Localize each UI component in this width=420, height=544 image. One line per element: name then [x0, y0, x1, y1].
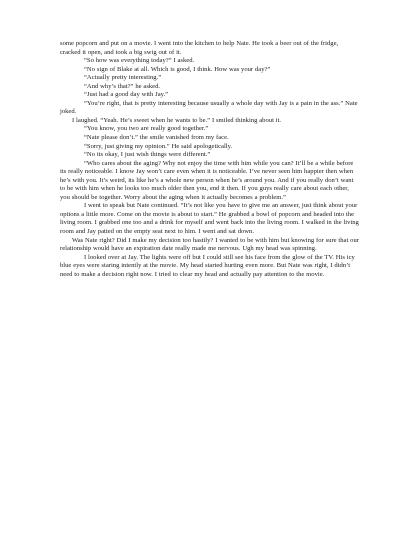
paragraph: I looked over at Jay. The lights were off but I could still see his face from the glow of the TV. His icy blue eyes were staring intently at the movie. My head started hurting even more. But Nate was right, I didn’t need to make a decision right now. I tried to clear my head and actually pay attention to the movie.: [60, 253, 355, 278]
paragraph: “Actually pretty interesting.”: [84, 74, 162, 82]
paragraph: “Sorry, just giving my opinion.” He said apologetically.: [84, 142, 233, 150]
paragraph: “No its okay, I just wish things were different.”: [84, 151, 211, 159]
paragraph: some popcorn and put on a movie. I went into the kitchen to help Nate. He took a beer out of the fridge, cracked it open, and took a big swig out of it.: [60, 40, 339, 56]
paragraph: I went to speak but Nate continued. “It’s not like you have to give me an answer, just think about your options a little more. Come on the movie is about to start.” He grabbed a bowl of popcorn and headed into the living room. I grabbed one too and a drink for myself and went back into the living room. I walked in the living room and Jay patted on the empty seat next to him. I went and sat down.: [60, 202, 359, 236]
paragraph: “Nate please don’t.” the smile vanished from my face.: [84, 134, 229, 142]
paragraph: “Just had a good day with Jay.”: [84, 91, 169, 99]
paragraph: Was Nate right? Did I make my decision too hastily? I wanted to be with him but knowing for sure that our relationship would have an expiration date really made me nervous. Ugh my head was spinning.: [60, 236, 359, 253]
body-text: [60, 40, 360, 279]
paragraph: “So how was everything today?” I asked.: [84, 57, 195, 65]
paragraph: “You’re right, that is pretty interesting because usually a whole day with Jay is a pain in the ass.” Nate joked.: [60, 99, 358, 116]
paragraph: I laughed. “Yeah. He’s sweet when he wants to be.” I smiled thinking about it.: [72, 116, 282, 124]
paragraph: “No sign of Blake at all. Which is good, I think. How was your day?”: [84, 65, 271, 73]
paragraph: “Who cares about the aging? Why not enjoy the time with him while you can? It’ll be a while before its really noticeable. I know Jay won’t care even when it is noticeable. I’ve never seen him happier then when he’s with you. It’s weird, its like he’s a whole new person when he’s around you. And if you really don’t want to be with him when he looks too much older then you, end it then. If you guys really care about each other, you should be together. Worry about the aging when it actually becomes a problem.”: [60, 159, 354, 201]
paragraph: “And why’s that?” he asked.: [84, 82, 161, 90]
paragraph: “You know, you two are really good together.”: [84, 125, 209, 133]
